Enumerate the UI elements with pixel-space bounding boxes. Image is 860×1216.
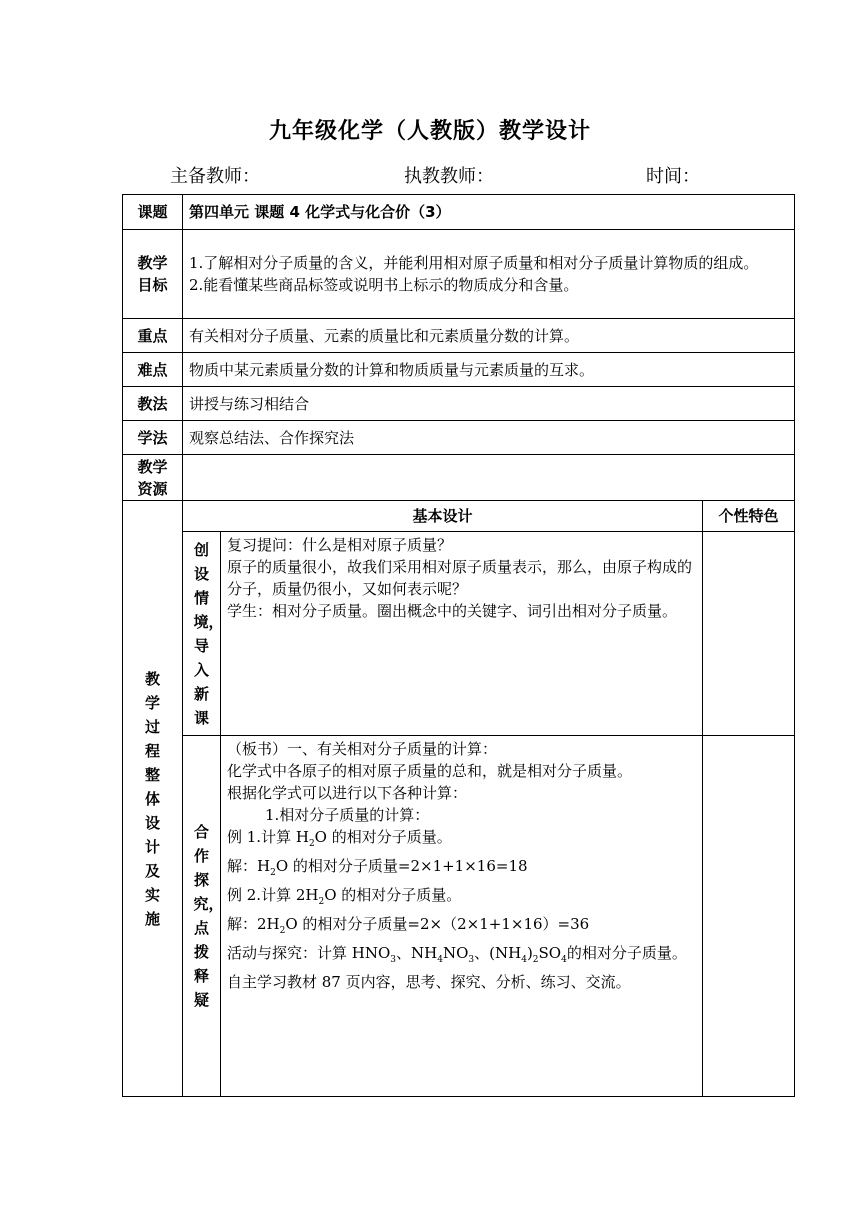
goals-label: 教学目标 (137, 254, 168, 294)
process-label: 教学过程整体设计及实施 (144, 669, 160, 928)
row-topic (123, 195, 795, 230)
stage2-label: 合作探究，点拨释疑 (193, 823, 224, 1009)
key-point-value: 有关相对分子质量、元素的质量比和元素质量分数的计算。 (183, 319, 795, 353)
stage1-line: 原子的质量很小，故我们采用相对原子质量表示，那么，由原子构成的分子，质量仍很小，又如何表示呢？ (227, 558, 693, 598)
difficulty-value: 物质中某元素质量分数的计算和物质质量与元素质量的互求。 (183, 353, 795, 387)
stage2-content (221, 736, 703, 1097)
process-label-cell (123, 501, 183, 1097)
teaching-method-label: 教法 (123, 387, 183, 421)
resources-label-cell (123, 455, 183, 501)
stage2-line: 根据化学式可以进行以下各种计算： (227, 784, 468, 802)
lesson-plan-table (122, 194, 795, 1097)
stage1-line: 学生：相对分子质量。圈出概念中的关键字、词引出相对分子质量。 (227, 602, 678, 620)
document-title: 九年级化学（人教版）教学设计 (268, 119, 591, 144)
resources-label: 教学资源 (137, 457, 168, 498)
teaching-method-value: 讲授与练习相结合 (183, 387, 795, 421)
exec-teacher-label: 执教教师： (404, 166, 494, 187)
personal-feature-header: 个性特色 (703, 501, 795, 532)
stage1-label: 创设情境，导入新课 (193, 540, 224, 727)
main-teacher-label: 主备教师： (170, 166, 260, 187)
resources-value (183, 455, 795, 501)
goals-value (183, 230, 795, 319)
row-stage-1 (123, 532, 795, 736)
learning-method-label: 学法 (123, 421, 183, 455)
row-difficulty (123, 353, 795, 387)
solution-1: 解：$H_2O$ 的相对分子质量=2×1+1×16=18 (227, 857, 528, 878)
row-resources (123, 455, 795, 501)
key-point-label: 重点 (123, 319, 183, 353)
stage2-label-cell (183, 736, 224, 1097)
goal-item: 1.了解相对分子质量的含义，并能利用相对原子质量和相对分子质量计算物质的组成。 (189, 254, 759, 272)
row-learning-method (123, 421, 795, 455)
stage2-line: （板书）一、有关相对分子质量的计算： (227, 740, 498, 758)
activity-line: 活动与探究：计算 $HNO_3$、$NH_4NO_3$、$(NH_4)_2SO_4$的相对分子质量。 (227, 944, 687, 965)
example-2: 例 2.计算 $2H_2O$ 的相对分子质量。 (227, 886, 462, 907)
example-1: 例 1.计算 $H_2O$ 的相对分子质量。 (227, 828, 452, 849)
row-teaching-method (123, 387, 795, 421)
stage2-line: 1.相对分子质量的计算： (265, 806, 430, 824)
stage2-line: 自主学习教材 87 页内容，思考、探究、分析、练习、交流。 (227, 973, 631, 991)
stage1-personal (703, 532, 795, 736)
solution-2: 解：$2H_2O$ 的相对分子质量=2×（2×1+1×16）=36 (227, 915, 590, 936)
row-process-header (123, 501, 795, 532)
topic-label: 课题 (123, 195, 183, 230)
topic-value: 第四单元 课题 4 化学式与化合价（3） (183, 195, 795, 230)
row-stage-2 (123, 736, 795, 1097)
stage2-line: 化学式中各原子的相对原子质量的总和，就是相对分子质量。 (227, 762, 633, 780)
stage2-personal (703, 736, 795, 1097)
row-goals (123, 230, 795, 319)
goal-item: 2.能看懂某些商品标签或说明书上标示的物质成分和含量。 (189, 276, 579, 294)
stage1-content (221, 532, 703, 736)
difficulty-label: 难点 (123, 353, 183, 387)
basic-design-header: 基本设计 (183, 501, 703, 532)
learning-method-value: 观察总结法、合作探究法 (183, 421, 795, 455)
goals-label-cell (123, 230, 183, 319)
time-label: 时间： (646, 166, 700, 187)
stage1-line: 复习提问：什么是相对原子质量？ (227, 536, 453, 554)
stage1-label-cell (183, 532, 224, 736)
row-key-point (123, 319, 795, 353)
